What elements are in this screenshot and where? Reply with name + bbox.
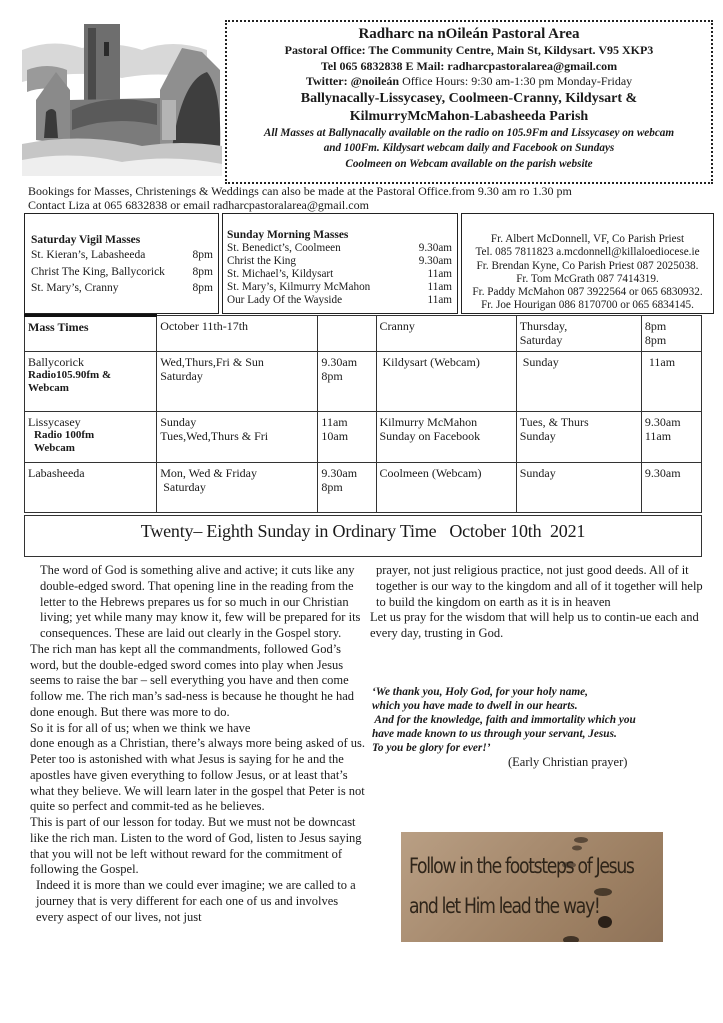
- day-line: Sunday: [522, 355, 559, 369]
- day-line: Saturday: [160, 369, 203, 383]
- broadcast-note: Radio105.90fm &: [28, 369, 112, 381]
- time-line: 9.30am: [321, 355, 358, 369]
- day-line: Saturday: [519, 333, 563, 347]
- time-line: 11am: [644, 429, 672, 443]
- time-line: 10am: [321, 429, 349, 443]
- prayer-quote: [372, 686, 712, 756]
- day-line: Mon, Wed & Friday: [160, 466, 257, 480]
- footsteps-caption-line-1: Follow in the footsteps of Jesus: [409, 854, 634, 878]
- office-twitter-hours: [227, 74, 711, 90]
- reflection-paragraph: So it is for all of us; when we think we have: [30, 720, 251, 735]
- church-cell: [25, 412, 157, 463]
- sunday-title-banner: [24, 515, 702, 557]
- reflection-paragraph: Peter too is astonished with what Jesus is saying for he and the apostles have given everything to follow Jesus, or at least that’s what they believe. We will learn later in the gospel that Peter is not quite so perfect and commit-ted as he believes.: [30, 752, 365, 814]
- time-line: 8pm: [644, 319, 667, 333]
- sunday-church: St. Mary’s, Kilmurry McMahon: [227, 281, 371, 293]
- sunday-time: 9.30am: [418, 242, 452, 254]
- days-cell: [157, 352, 318, 412]
- sunday-church: Our Lady Of the Wayside: [227, 294, 343, 306]
- times-cell: [318, 352, 376, 412]
- time-line: 11am: [648, 355, 676, 369]
- church-name: Sunday on Facebook: [379, 429, 481, 443]
- footsteps-caption-line-2: and let Him lead the way!: [409, 894, 600, 918]
- time-line: 8pm: [644, 333, 667, 347]
- day-line: Sunday: [160, 415, 197, 429]
- office-address: Pastoral Office: The Community Centre, Main St, Kildysart. V95 XKP3: [284, 43, 654, 57]
- church-cell: [376, 463, 516, 513]
- priest-line: Fr. Paddy McMahon 087 3922564 or 065 6830932.: [472, 286, 703, 299]
- sunday-title: Twenty– Eighth Sunday in Ordinary Time October 10th 2021: [140, 521, 586, 541]
- day-line: Thursday,: [519, 319, 568, 333]
- priest-line: Fr. Albert McDonnell, VF, Co Parish Priest: [490, 233, 685, 245]
- pastoral-header-box: [225, 20, 713, 184]
- sunday-church: St. Benedict’s, Coolmeen: [227, 242, 341, 254]
- office-contact: Tel 065 6832838 E Mail: radharcpastoralarea@gmail.com: [320, 58, 618, 73]
- date-range: October 11th-17th: [157, 316, 318, 352]
- sunday-church: St. Michael’s, Kildysart: [227, 268, 334, 280]
- sunday-morning-box: [222, 213, 458, 314]
- times-cell: [641, 352, 701, 412]
- church-name: Kildysart (Webcam): [382, 355, 480, 369]
- reflection-left-column: [30, 563, 365, 925]
- church-cell: [25, 463, 157, 513]
- reflection-right-column: [370, 563, 715, 642]
- sunday-mass-row: [227, 294, 452, 307]
- day-line: Saturday: [160, 480, 206, 494]
- vigil-mass-row: [31, 264, 213, 281]
- bookings-line-2: Contact Liza at 065 6832838 or email radharcpastoralarea@gmail.com: [28, 197, 369, 212]
- time-line: 8pm: [321, 369, 343, 383]
- church-name: Kilmurry McMahon: [379, 415, 478, 429]
- parish-names-line-1: Ballynacally-Lissycasey, Coolmeen-Cranny, Kildysart &: [300, 90, 638, 106]
- pastoral-area-title: Radharc na nOileán Pastoral Area: [358, 26, 580, 42]
- church-cell: Cranny: [376, 316, 516, 352]
- sunday-church: Christ the King: [227, 255, 296, 267]
- vigil-time: 8pm: [192, 265, 213, 278]
- sunday-time: 11am: [427, 268, 452, 280]
- table-row: [25, 463, 702, 513]
- vigil-church: Christ The King, Ballycorick: [31, 265, 165, 278]
- table-row: [25, 352, 702, 412]
- sunday-time: 11am: [427, 281, 452, 293]
- priest-line: Fr. Tom McGrath 087 7414319.: [516, 272, 659, 285]
- times-cell: [641, 463, 701, 513]
- office-hours: Office Hours: 9:30 am-1:30 pm Monday-Friday: [402, 74, 633, 88]
- reflection-paragraph: The rich man has kept all the commandments, followed God’s word, but the double-edged sword comes into play when Jesus seems to raise the bar – sell everything you have and then come follow me. The rich man’s sad-ness is because he thought he had done enough. But there was more to do.: [30, 641, 354, 719]
- church-ruins-image: [22, 20, 222, 176]
- saturday-vigil-title: Saturday Vigil Masses: [31, 234, 141, 246]
- broadcast-info-line-2: and 100Fm. Kildysart webcam daily and Facebook on Sundays: [323, 142, 615, 154]
- vigil-church: St. Mary’s, Cranny: [31, 282, 119, 294]
- broadcast-note: Webcam: [28, 382, 69, 394]
- sunday-mass-row: [227, 268, 452, 281]
- prayer-line: ‘We thank you, Holy God, for your holy name,: [372, 686, 589, 698]
- vigil-church: St. Kieran’s, Labasheeda: [31, 249, 146, 261]
- vigil-mass-row: [31, 247, 213, 264]
- times-cell: [318, 412, 376, 463]
- days-cell: [157, 463, 318, 513]
- mass-schedule-boxes: [24, 213, 714, 314]
- priest-line: Fr. Brendan Kyne, Co Parish Priest 087 2025038.: [476, 259, 699, 272]
- days-cell: [516, 463, 641, 513]
- days-cell: [516, 412, 641, 463]
- church-cell: [376, 352, 516, 412]
- twitter-handle: Twitter: @noileán: [305, 74, 400, 88]
- sunday-mass-row: [227, 255, 452, 268]
- days-cell: [516, 352, 641, 412]
- prayer-source: (Early Christian prayer): [508, 755, 628, 769]
- times-cell: [318, 463, 376, 513]
- days-cell: [516, 316, 641, 352]
- vigil-time: 8pm: [192, 249, 213, 261]
- bookings-notice: [28, 185, 718, 212]
- time-line: 8pm: [321, 480, 343, 494]
- times-cell: [641, 412, 701, 463]
- broadcast-info-line-1: All Masses at Ballynacally available on the radio on 105.9Fm and Lissycasey on webcam: [263, 126, 675, 139]
- vigil-mass-row: [31, 280, 213, 297]
- time-line: 9.30am: [644, 466, 681, 480]
- priest-line: Fr. Joe Hourigan 086 8170700 or 065 6834145.: [481, 299, 694, 312]
- prayer-line: which you have made to dwell in our hearts.: [372, 699, 578, 712]
- time-line: 9.30am: [644, 415, 681, 429]
- broadcast-info-line-3: Coolmeen on Webcam available on the parish website: [345, 157, 593, 170]
- saturday-vigil-box: [24, 213, 219, 314]
- mass-times-table: [24, 314, 702, 513]
- church-name: Ballycorick: [28, 355, 84, 369]
- sunday-mass-row: [227, 242, 452, 255]
- sunday-time: 9.30am: [418, 255, 452, 267]
- reflection-paragraph: This is part of our lesson for today. But we must not be downcast like the rich man. Listen to the word of God, listen to Jesus saying that you will not be left without reward for the commitment of following the Gospel.: [30, 815, 362, 877]
- priest-line: Tel. 085 7811823 a.mcdonnell@killaloediocese.ie: [475, 246, 700, 259]
- day-line: Tues,Wed,Thurs & Fri: [160, 429, 269, 443]
- broadcast-note: Webcam: [34, 442, 75, 454]
- table-row: [25, 412, 702, 463]
- times-cell: [641, 316, 701, 352]
- parish-names-line-2: KilmurryMcMahon-Labasheeda Parish: [349, 108, 589, 124]
- reflection-paragraph: The word of God is something alive and active; it cuts like any double-edged sword. That opening line in the reading from the letter to the Hebrews prepares us for so much in our Christian living; yet while many may know it, few will be prepared for its consequences. These are laid out clearly in the Gospel story.: [40, 563, 361, 640]
- vigil-time: 8pm: [192, 282, 213, 294]
- church-name: Labasheeda: [28, 466, 85, 480]
- broadcast-note: Radio 100fm: [34, 429, 95, 441]
- time-line: 11am: [321, 415, 348, 429]
- time-line: 9.30am: [321, 466, 358, 480]
- church-cell: [25, 352, 157, 412]
- day-line: Wed,Thurs,Fri & Sun: [160, 355, 264, 369]
- table-header-row: [25, 316, 702, 352]
- prayer-line: have made known to us through your servant, Jesus.: [372, 727, 617, 740]
- mass-times-label: Mass Times: [25, 316, 157, 352]
- prayer-line: And for the knowledge, faith and immortality which you: [372, 713, 636, 726]
- day-line: Sunday: [519, 429, 556, 443]
- priests-contact-box: [461, 213, 714, 314]
- reflection-paragraph: Indeed it is more than we could ever imagine; we are called to a journey that is very different for each one of us and involves every aspect of our lives, not just: [36, 878, 356, 924]
- prayer-line: To you be glory for ever!’: [372, 741, 491, 754]
- days-cell: [157, 412, 318, 463]
- reflection-paragraph: prayer, not just religious practice, not just good deeds. All of it together is our way to the kingdom and all of it together will help to build the kingdom on earth as it is in heaven: [376, 563, 703, 609]
- sunday-mass-row: [227, 281, 452, 294]
- day-line: Tues, & Thurs: [519, 415, 589, 429]
- church-name: Lissycasey: [28, 415, 81, 429]
- bookings-line-1: Bookings for Masses, Christenings & Weddings can also be made at the Pastoral Office.from 9.30 am ro 1.30 pm: [28, 184, 572, 198]
- empty-cell: [318, 316, 376, 352]
- reflection-paragraph: Let us pray for the wisdom that will help us to contin-ue each and every day, trusting in God.: [370, 610, 699, 640]
- church-name: Coolmeen (Webcam): [379, 466, 482, 480]
- footprints-icon: [401, 832, 663, 942]
- day-line: Sunday: [519, 466, 556, 480]
- sunday-time: 11am: [427, 294, 452, 306]
- church-cell: [376, 412, 516, 463]
- footsteps-image: [401, 832, 663, 942]
- reflection-paragraph: done enough as a Christian, there’s always more being asked of us.: [30, 736, 365, 751]
- sunday-morning-title: Sunday Morning Masses: [227, 229, 349, 241]
